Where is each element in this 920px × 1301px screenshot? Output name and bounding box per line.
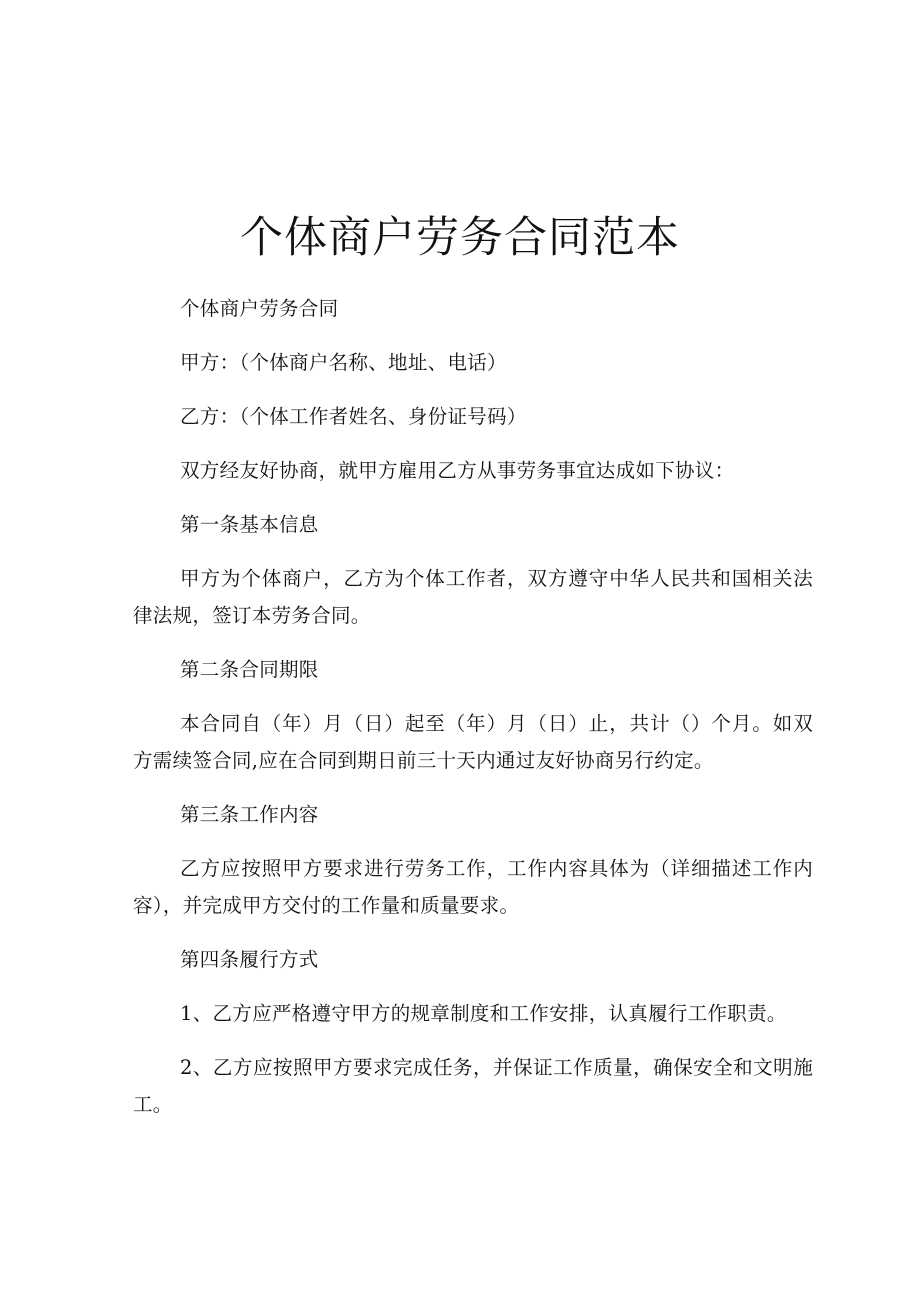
article-3-body: 乙方应按照甲方要求进行劳务工作，工作内容具体为（详细描述工作内容），并完成甲方交付的工作量和质量要求。 bbox=[133, 857, 813, 917]
article-4-item-1: 1、乙方应严格遵守甲方的规章制度和工作安排，认真履行工作职责。 bbox=[180, 1002, 787, 1025]
paragraph-party-b: 乙方：（个体工作者姓名、身份证号码） bbox=[180, 405, 527, 428]
article-1-heading: 第一条基本信息 bbox=[180, 513, 319, 536]
paragraph-party-a: 甲方：（个体商户名称、地址、电话） bbox=[180, 351, 507, 374]
paragraph-preamble: 双方经友好协商，就甲方雇用乙方从事劳务事宜达成如下协议： bbox=[180, 459, 735, 482]
article-3-heading: 第三条工作内容 bbox=[180, 803, 319, 826]
paragraph-contract-name: 个体商户劳务合同 bbox=[180, 297, 339, 320]
document-body bbox=[133, 290, 813, 1140]
document-title: 个体商户劳务合同范本 bbox=[240, 213, 680, 263]
article-2-heading: 第二条合同期限 bbox=[180, 658, 319, 681]
article-1-body: 甲方为个体商户，乙方为个体工作者，双方遵守中华人民共和国相关法律法规，签订本劳务合同。 bbox=[133, 567, 813, 627]
article-2-body: 本合同自（年）月（日）起至（年）月（日）止，共计（）个月。如双方需续签合同,应在合同到期日前三十天内通过友好协商另行约定。 bbox=[133, 712, 813, 772]
article-4-item-2: 2、乙方应按照甲方要求完成任务，并保证工作质量，确保安全和文明施工。 bbox=[133, 1056, 813, 1116]
article-4-heading: 第四条履行方式 bbox=[180, 948, 319, 971]
